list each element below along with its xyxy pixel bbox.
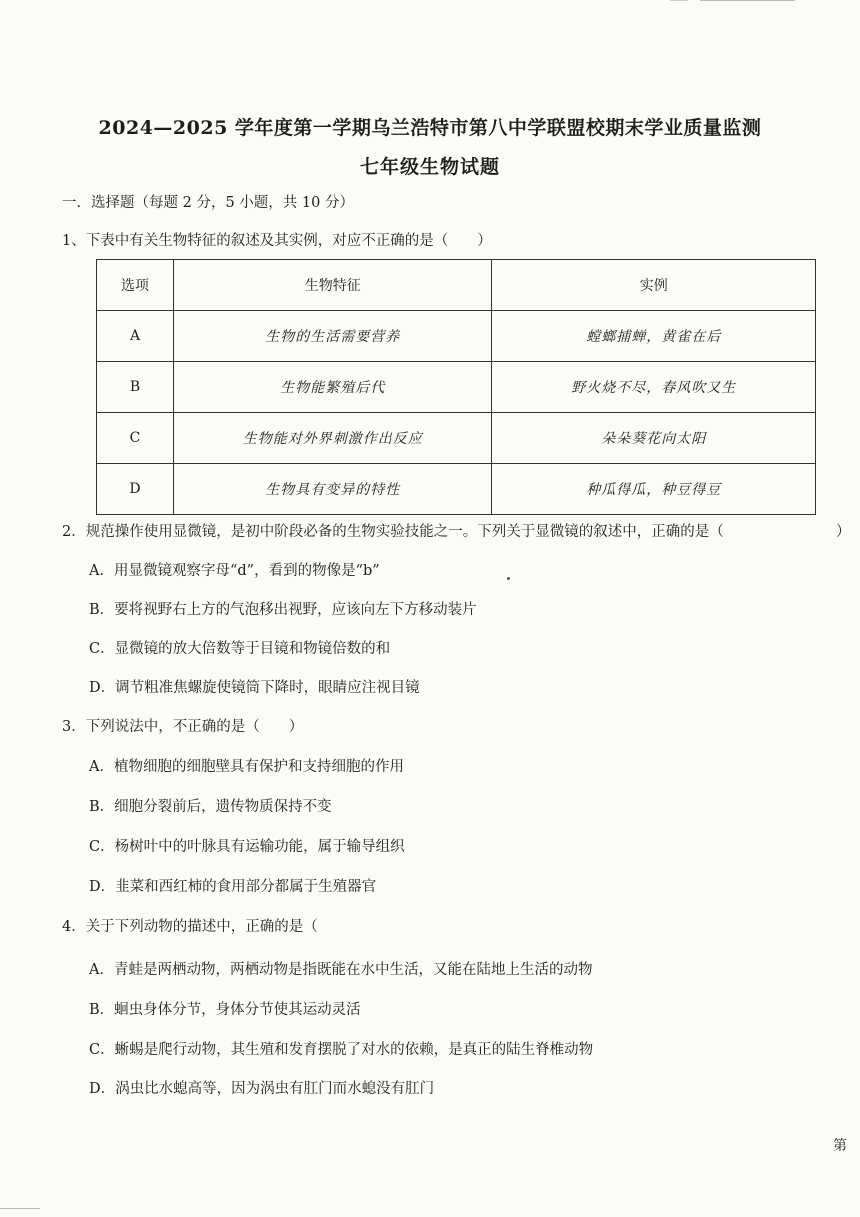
question-3-option-c: C．杨树叶中的叶脉具有运输功能，属于输导组织 [89, 839, 405, 855]
table-header-row [97, 260, 816, 311]
scan-artifact [0, 1208, 40, 1209]
question-2-stem: 2．规范操作使用显微镜，是初中阶段必备的生物实验技能之一。下列关于显微镜的叙述中，正确的是（ [62, 524, 724, 540]
section-heading: 一．选择题（每题 2 分，5 小题，共 10 分） [62, 195, 354, 211]
question-2-option-d: D．调节粗准焦螺旋使镜筒下降时，眼睛应注视目镜 [89, 680, 420, 696]
question-4-option-d: D．涡虫比水螅高等，因为涡虫有肛门而水螅没有肛门 [89, 1081, 435, 1097]
table-cell: A [97, 311, 174, 362]
question-4-option-a: A．青蛙是两栖动物，两栖动物是指既能在水中生活，又能在陆地上生活的动物 [89, 962, 593, 978]
question-3-stem: 3．下列说法中，不正确的是（ ） [62, 719, 304, 735]
table-row [97, 464, 816, 515]
table-cell: D [97, 464, 174, 515]
table-cell: 螳螂捕蝉，黄雀在后 [492, 311, 816, 362]
table-row [97, 362, 816, 413]
table-header-cell: 生物特征 [174, 260, 492, 311]
question-3-option-b: B．细胞分裂前后，遗传物质保持不变 [89, 799, 332, 815]
table-cell: 生物能繁殖后代 [174, 362, 492, 413]
table-cell: 生物的生活需要营养 [174, 311, 492, 362]
question-4-stem: 4．关于下列动物的描述中，正确的是（ [62, 919, 318, 935]
scan-speck [507, 577, 510, 580]
question-4-option-c: C．蜥蜴是爬行动物，其生殖和发育摆脱了对水的依赖，是真正的陆生脊椎动物 [89, 1042, 594, 1058]
question-3-option-d: D．韭菜和西红柿的食用部分都属于生殖器官 [89, 879, 377, 895]
table-header-cell: 实例 [492, 260, 816, 311]
scan-artifact [670, 0, 688, 3]
table-header-cell: 选项 [97, 260, 174, 311]
table-cell: C [97, 413, 174, 464]
question-1-table [96, 259, 816, 515]
question-2-option-a: A．用显微镜观察字母“d”，看到的物像是“b” [89, 563, 380, 579]
table-cell: 朵朵葵花向太阳 [492, 413, 816, 464]
question-2-option-b: B．要将视野右上方的气泡移出视野，应该向左下方移动装片 [89, 602, 477, 618]
page-number-fragment: 第 [833, 1138, 847, 1154]
table-row [97, 311, 816, 362]
question-2-option-c: C．显微镜的放大倍数等于目镜和物镜倍数的和 [89, 641, 391, 657]
table-cell: 野火烧不尽，春风吹又生 [492, 362, 816, 413]
table-cell: 种瓜得瓜，种豆得豆 [492, 464, 816, 515]
table-cell: 生物能对外界刺激作出反应 [174, 413, 492, 464]
question-1-stem: 1、下表中有关生物特征的叙述及其实例，对应不正确的是（ ） [62, 233, 492, 249]
table-row [97, 413, 816, 464]
question-4-option-b: B．蛔虫身体分节，身体分节使其运动灵活 [89, 1002, 361, 1018]
question-2-paren: ） [836, 524, 851, 540]
scan-artifact [700, 0, 795, 4]
exam-title: 2024—2025 学年度第一学期乌兰浩特市第八中学联盟校期末学业质量监测 [98, 117, 762, 139]
exam-subtitle: 七年级生物试题 [359, 156, 500, 178]
question-3-option-a: A．植物细胞的细胞壁具有保护和支持细胞的作用 [89, 759, 404, 775]
table-cell: B [97, 362, 174, 413]
table-cell: 生物具有变异的特性 [174, 464, 492, 515]
